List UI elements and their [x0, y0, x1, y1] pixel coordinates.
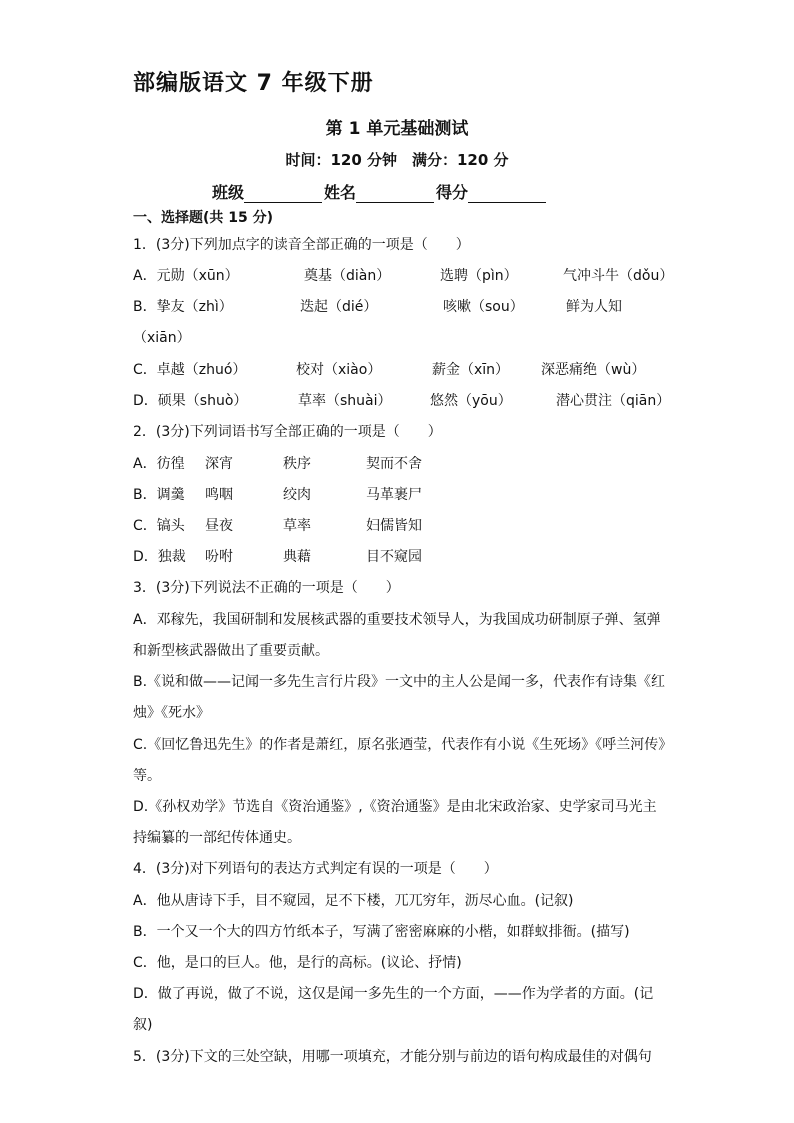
q1-option-b-wrap: （xiān） [133, 330, 191, 346]
q1-option-b-4: 鲜为人知 [566, 299, 622, 315]
q2-option-c-1: C．镐头 [133, 518, 185, 534]
name-label: 姓名 [324, 183, 357, 202]
q4-option-c: C．他，是口的巨人。他，是行的高标。(议论、抒情) [133, 955, 462, 971]
q4-option-a: A．他从唐诗下手，目不窥园，足不下楼，兀兀穷年，沥尽心血。(记叙) [133, 893, 574, 909]
q1-option-d-2: 草率（shuài） [298, 393, 392, 409]
section-heading: 一、选择题(共 15 分) [133, 210, 274, 226]
class-blank[interactable] [244, 184, 322, 203]
q3-option-b-line-1: B.《说和做——记闻一多先生言行片段》一文中的主人公是闻一多，代表作有诗集《红 [133, 674, 666, 690]
q1-option-c-2: 校对（xiào） [296, 362, 382, 378]
q2-option-c-2: 昼夜 [205, 518, 233, 534]
q2-option-d-3: 典藉 [283, 549, 311, 565]
q1-option-c-1: C．卓越（zhuó） [133, 362, 247, 378]
q2-option-a-4: 契而不舍 [366, 456, 422, 472]
question-2-stem: 2．(3分)下列词语书写全部正确的一项是（ ） [133, 424, 442, 440]
q1-option-b-1: B．挚友（zhì） [133, 299, 233, 315]
time-score-line: 时间：120 分钟 满分：120 分 [285, 151, 509, 169]
q2-option-b-2: 鸣咽 [205, 487, 233, 503]
q2-option-b-1: B．调羹 [133, 487, 185, 503]
q4-option-d-line-2: 叙) [133, 1017, 153, 1033]
q2-option-d-1: D．独裁 [133, 549, 186, 565]
q1-option-c-4: 深恶痛绝（wù） [541, 362, 646, 378]
q3-option-b-line-2: 烛》《死水》 [133, 705, 210, 721]
q1-option-a-2: 奠基（diàn） [304, 268, 391, 284]
q4-option-b: B．一个又一个大的四方竹纸本子，写满了密密麻麻的小楷，如群蚁排衙。(描写) [133, 924, 630, 940]
q3-option-d-line-1: D.《孙权劝学》节选自《资治通鉴》,《资治通鉴》是由北宋政治家、史学家司马光主 [133, 799, 657, 815]
q3-option-a-line-1: A．邓稼先，我国研制和发展核武器的重要技术领导人，为我国成功研制原子弹、氢弹 [133, 612, 661, 628]
q3-option-c-line-2: 等。 [133, 768, 161, 784]
q2-option-b-3: 绞肉 [283, 487, 311, 503]
question-4-stem: 4．(3分)对下列语句的表达方式判定有误的一项是（ ） [133, 861, 498, 877]
q2-option-a-3: 秩序 [283, 456, 311, 472]
q1-option-d-3: 悠然（yōu） [430, 393, 512, 409]
q1-option-d-1: D．硕果（shuò） [133, 393, 248, 409]
q4-option-d-line-1: D．做了再说，做了不说，这仅是闻一多先生的一个方面，——作为学者的方面。(记 [133, 986, 654, 1002]
question-1-stem: 1．(3分)下列加点字的读音全部正确的一项是（ ） [133, 237, 470, 253]
score-label: 得分 [436, 183, 469, 202]
q1-option-a-1: A．元勋（xūn） [133, 268, 239, 284]
q1-option-d-4: 潜心贯注（qiān） [556, 393, 671, 409]
q2-option-d-4: 目不窥园 [366, 549, 422, 565]
student-info-fields [212, 180, 548, 203]
q2-option-a-2: 深宵 [205, 456, 233, 472]
q1-option-a-3: 选聘（pìn） [440, 268, 518, 284]
q1-option-c-3: 薪金（xīn） [432, 362, 510, 378]
score-blank[interactable] [468, 184, 546, 203]
q2-option-a-1: A．彷徨 [133, 456, 185, 472]
q1-option-a-4: 气冲斗牛（dǒu） [563, 268, 674, 284]
q1-option-b-3: 咳嗽（sou） [443, 299, 524, 315]
q3-option-c-line-1: C.《回忆鲁迅先生》的作者是萧红，原名张迺莹，代表作有小说《生死场》《呼兰河传》 [133, 737, 673, 753]
q1-option-b-2: 迭起（dié） [300, 299, 378, 315]
q2-option-c-4: 妇儒皆知 [366, 518, 422, 534]
question-5-stem: 5．(3分)下文的三处空缺，用哪一项填充，才能分别与前边的语句构成最佳的对偶句 [133, 1049, 652, 1065]
class-label: 班级 [212, 183, 245, 202]
q3-option-d-line-2: 持编纂的一部纪传体通史。 [133, 830, 301, 846]
name-blank[interactable] [356, 184, 434, 203]
q3-option-a-line-2: 和新型核武器做出了重要贡献。 [133, 643, 329, 659]
q2-option-b-4: 马革裹尸 [366, 487, 422, 503]
test-subtitle: 第 1 单元基础测试 [325, 119, 469, 139]
q2-option-d-2: 吩咐 [205, 549, 233, 565]
document-title: 部编版语文 7 年级下册 [133, 71, 374, 96]
question-3-stem: 3．(3分)下列说法不正确的一项是（ ） [133, 580, 400, 596]
q2-option-c-3: 草率 [283, 518, 311, 534]
